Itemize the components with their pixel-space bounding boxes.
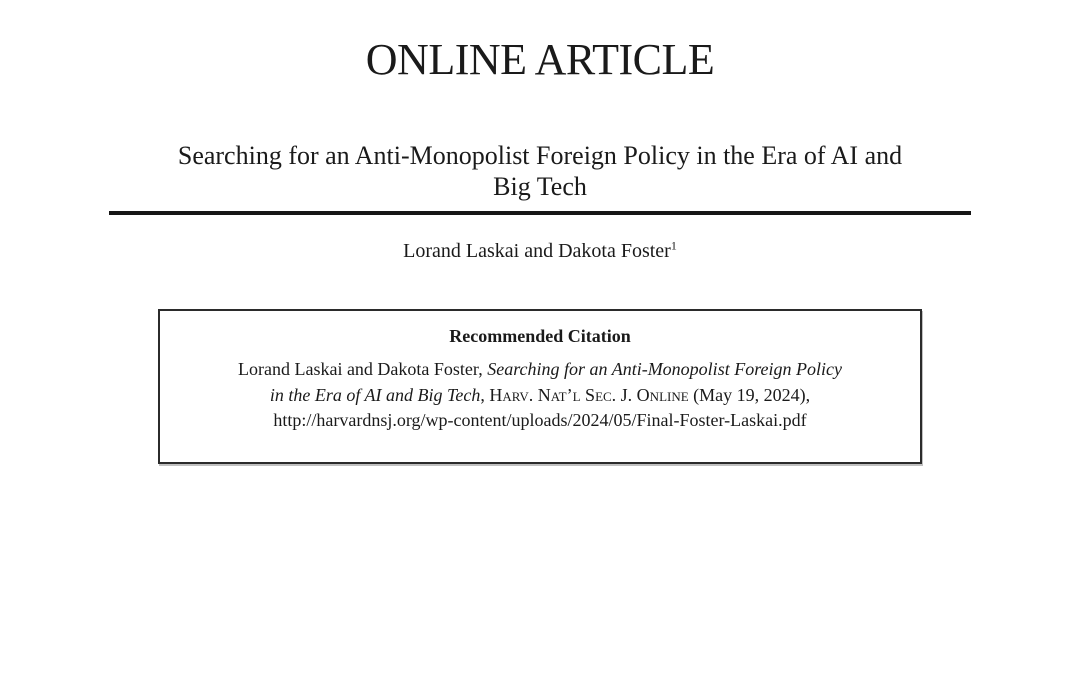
citation-line-3 [178,408,902,434]
article-title [0,140,1080,202]
citation-journal-name: Harv. Nat’l Sec. J. Online [489,384,689,405]
citation-title-italic-continued: in the Era of AI and Big Tech [269,384,481,405]
authors-text: Lorand Laskai and Dakota Foster [403,240,671,262]
citation-url: http://harvardnsj.org/wp-content/uploads/2024/05/Final-Foster-Laskai.pdf [273,410,807,430]
citation-heading: Recommended Citation [449,326,631,346]
citation-title-italic: Searching for an Anti-Monopolist Foreign Policy [487,359,842,379]
title-rule [109,211,971,215]
citation-separator: , [480,384,490,405]
article-title-line1: Searching for an Anti-Monopolist Foreign Policy in the Era of AI and [177,141,903,170]
author-footnote-ref: 1 [670,238,677,253]
byline [0,239,1080,263]
citation-line-1 [178,357,902,383]
citation-authors: Lorand Laskai and Dakota Foster, [237,359,488,379]
article-type-heading: ONLINE ARTICLE [365,35,715,84]
recommended-citation-box [158,309,922,464]
citation-date: (May 19, 2024), [688,384,811,405]
article-title-line2: Big Tech [493,172,587,201]
citation-line-2 [178,383,902,409]
